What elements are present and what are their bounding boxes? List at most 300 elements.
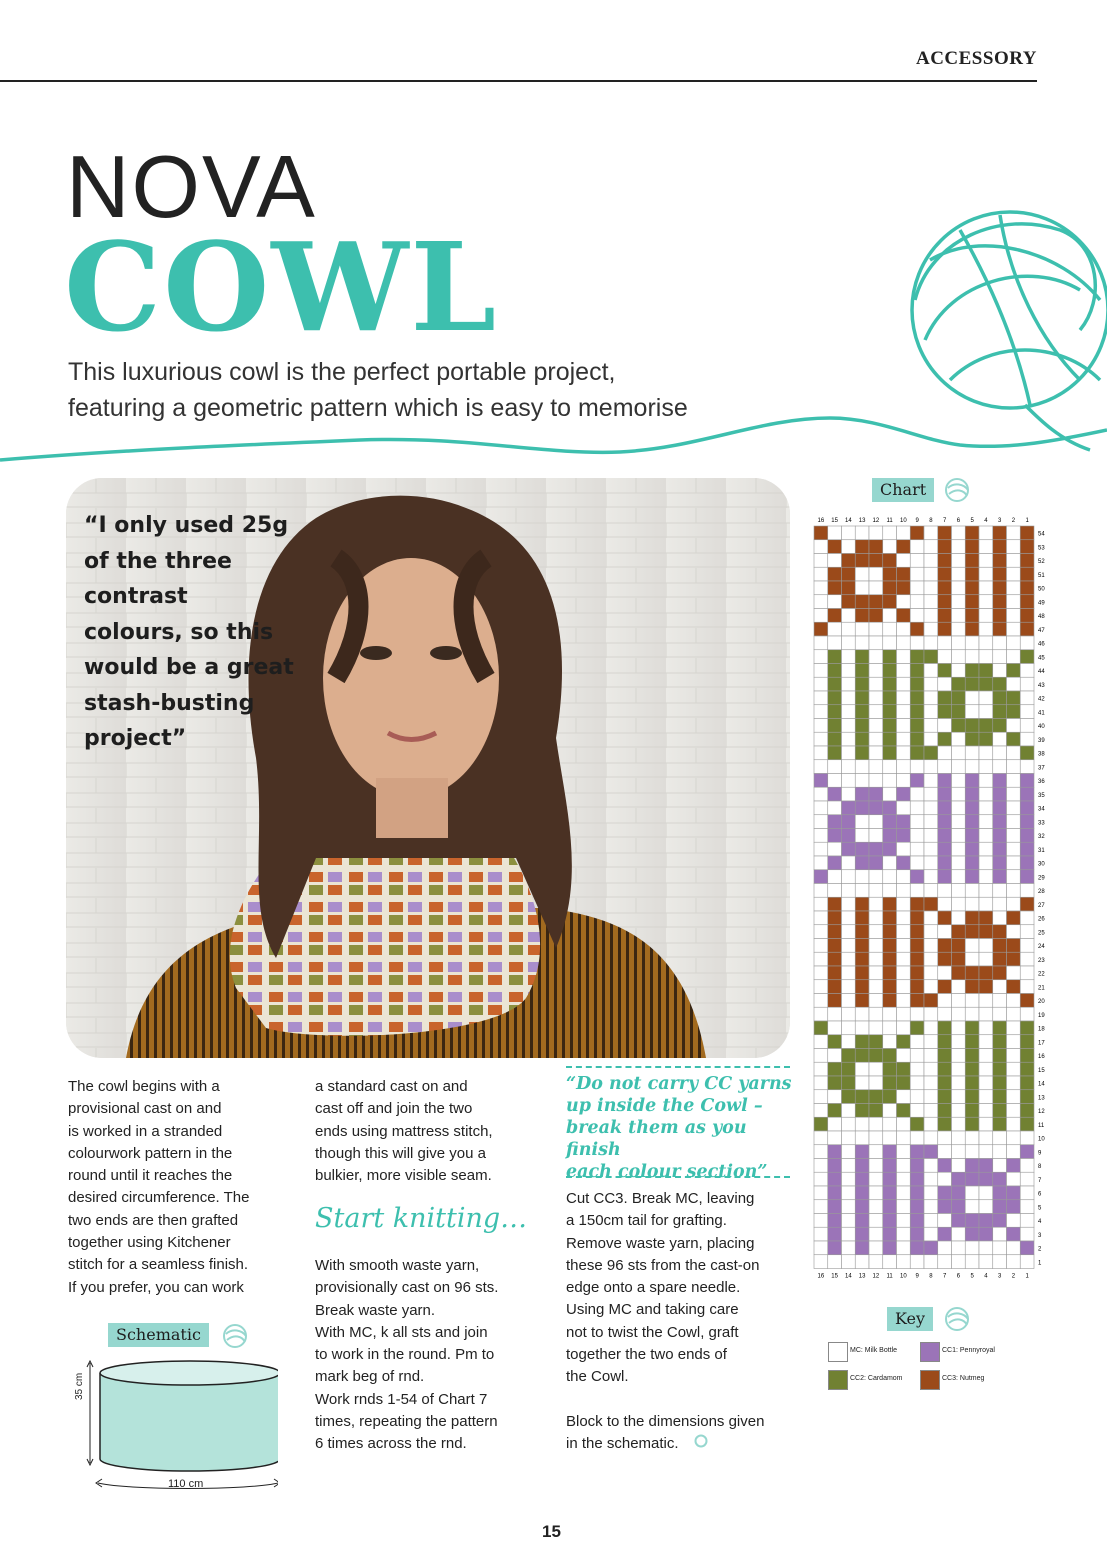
chart-cell xyxy=(910,1227,924,1241)
chart-cell xyxy=(924,1159,938,1173)
chart-cell xyxy=(883,650,897,664)
chart-cell xyxy=(938,980,952,994)
chart-cell xyxy=(897,1035,911,1049)
chart-cell xyxy=(910,1131,924,1145)
chart-cell xyxy=(1020,829,1034,843)
chart-cell xyxy=(1007,554,1021,568)
chart-cell xyxy=(952,732,966,746)
chart-cell xyxy=(855,746,869,760)
chart-cell xyxy=(910,719,924,733)
chart-cell xyxy=(993,540,1007,554)
chart-cell xyxy=(897,1021,911,1035)
chart-cell xyxy=(924,1200,938,1214)
chart-cell xyxy=(1007,719,1021,733)
chart-cell xyxy=(814,884,828,898)
chart-cell xyxy=(869,829,883,843)
chart-cell xyxy=(828,650,842,664)
chart-cell xyxy=(855,636,869,650)
chart-cell xyxy=(897,636,911,650)
chart-cell xyxy=(910,884,924,898)
chart-cell xyxy=(814,911,828,925)
chart-cell xyxy=(814,636,828,650)
chart-row-label: 15 xyxy=(1038,1067,1045,1074)
chart-cell xyxy=(1020,787,1034,801)
chart-cell xyxy=(910,829,924,843)
chart-cell xyxy=(938,664,952,678)
chart-cell xyxy=(1020,939,1034,953)
chart-cell xyxy=(910,650,924,664)
chart-cell xyxy=(1020,1131,1034,1145)
chart-cell xyxy=(883,911,897,925)
chart-cell xyxy=(910,746,924,760)
chart-cell xyxy=(965,815,979,829)
chart-cell xyxy=(855,526,869,540)
chart-cell xyxy=(897,622,911,636)
chart-cell xyxy=(1007,760,1021,774)
chart-cell xyxy=(993,1076,1007,1090)
chart-cell xyxy=(965,1241,979,1255)
chart-cell xyxy=(910,994,924,1008)
chart-cell xyxy=(828,691,842,705)
chart-cell xyxy=(842,939,856,953)
chart-cell xyxy=(965,1007,979,1021)
chart-cell xyxy=(814,939,828,953)
chart-cell xyxy=(869,774,883,788)
chart-cell xyxy=(842,842,856,856)
chart-cell xyxy=(883,1241,897,1255)
chart-cell xyxy=(814,952,828,966)
chart-cell xyxy=(993,581,1007,595)
chart-cell xyxy=(883,815,897,829)
chart-cell xyxy=(869,994,883,1008)
chart-cell xyxy=(855,1214,869,1228)
chart-cell xyxy=(938,787,952,801)
chart-cell xyxy=(938,1049,952,1063)
chart-cell xyxy=(910,925,924,939)
chart-cell xyxy=(924,1007,938,1021)
chart-cell xyxy=(938,677,952,691)
chart-cell xyxy=(938,1255,952,1269)
chart-cell xyxy=(952,581,966,595)
chart-cell xyxy=(855,650,869,664)
chart-cell xyxy=(924,1227,938,1241)
chart-cell xyxy=(965,1214,979,1228)
chart-row-label: 48 xyxy=(1038,614,1045,621)
chart-cell xyxy=(855,966,869,980)
chart-cell xyxy=(993,719,1007,733)
chart-cell xyxy=(855,664,869,678)
chart-cell xyxy=(842,1214,856,1228)
chart-cell xyxy=(910,774,924,788)
chart-cell xyxy=(897,870,911,884)
chart-cell xyxy=(924,1214,938,1228)
chart-cell xyxy=(1007,815,1021,829)
chart-cell xyxy=(883,925,897,939)
chart-row-label: 26 xyxy=(1038,916,1045,923)
chart-cell xyxy=(828,980,842,994)
chart-row-label: 2 xyxy=(1038,1246,1042,1253)
chart-cell xyxy=(1007,1076,1021,1090)
chart-col-label: 1 xyxy=(1025,518,1029,524)
chart-cell xyxy=(883,1104,897,1118)
chart-cell xyxy=(1007,884,1021,898)
chart-cell xyxy=(910,1049,924,1063)
chart-cell xyxy=(855,842,869,856)
chart-cell xyxy=(938,829,952,843)
chart-cell xyxy=(869,1076,883,1090)
chart-cell xyxy=(924,540,938,554)
chart-cell xyxy=(869,567,883,581)
chart-cell xyxy=(952,609,966,623)
chart-cell xyxy=(814,746,828,760)
chart-cell xyxy=(842,567,856,581)
chart-cell xyxy=(979,760,993,774)
chart-cell xyxy=(883,829,897,843)
chart-cell xyxy=(965,856,979,870)
chart-cell xyxy=(1020,925,1034,939)
chart-cell xyxy=(965,1186,979,1200)
chart-cell xyxy=(952,994,966,1008)
chart-cell xyxy=(965,760,979,774)
chart-cell xyxy=(924,774,938,788)
chart-cell xyxy=(979,1241,993,1255)
chart-cell xyxy=(855,870,869,884)
chart-cell xyxy=(828,966,842,980)
chart-cell xyxy=(897,760,911,774)
chart-cell xyxy=(814,581,828,595)
chart-cell xyxy=(965,677,979,691)
chart-cell xyxy=(1007,540,1021,554)
chart-cell xyxy=(897,705,911,719)
chart-cell xyxy=(924,677,938,691)
chart-cell xyxy=(814,1090,828,1104)
chart-cell xyxy=(993,1131,1007,1145)
chart-cell xyxy=(938,1076,952,1090)
chart-row-label: 20 xyxy=(1038,999,1045,1006)
chart-cell xyxy=(979,829,993,843)
yarn-ball-end-icon xyxy=(694,1434,708,1448)
chart-cell xyxy=(855,705,869,719)
chart-cell xyxy=(979,1090,993,1104)
chart-cell xyxy=(869,952,883,966)
chart-cell xyxy=(910,787,924,801)
chart-row-label: 18 xyxy=(1038,1026,1045,1033)
schematic-label: Schematic xyxy=(108,1323,209,1347)
chart-cell xyxy=(993,677,1007,691)
chart-cell xyxy=(869,1090,883,1104)
chart-cell xyxy=(828,1227,842,1241)
key-swatch-cc3 xyxy=(920,1370,940,1390)
chart-cell xyxy=(828,1104,842,1118)
chart-cell xyxy=(979,980,993,994)
chart-cell xyxy=(897,1241,911,1255)
chart-cell xyxy=(965,1131,979,1145)
chart-cell xyxy=(938,1090,952,1104)
chart-cell xyxy=(842,609,856,623)
chart-cell xyxy=(979,1117,993,1131)
chart-cell xyxy=(814,1104,828,1118)
chart-cell xyxy=(855,787,869,801)
chart-cell xyxy=(828,815,842,829)
chart-col-label: 7 xyxy=(942,1273,947,1280)
chart-cell xyxy=(869,1035,883,1049)
chart-cell xyxy=(993,1186,1007,1200)
chart-cell xyxy=(979,1007,993,1021)
chart-col-label: 4 xyxy=(984,518,988,524)
chart-cell xyxy=(828,1007,842,1021)
chart-cell xyxy=(938,1021,952,1035)
chart-cell xyxy=(952,1227,966,1241)
chart-cell xyxy=(883,1186,897,1200)
chart-cell xyxy=(910,966,924,980)
chart-cell xyxy=(965,870,979,884)
chart-cell xyxy=(1007,829,1021,843)
chart-cell xyxy=(828,1186,842,1200)
chart-cell xyxy=(1007,952,1021,966)
chart-cell xyxy=(897,966,911,980)
chart-cell xyxy=(938,911,952,925)
chart-col-label: 3 xyxy=(997,518,1002,524)
chart-cell xyxy=(897,609,911,623)
chart-cell xyxy=(883,1021,897,1035)
chart-cell xyxy=(979,746,993,760)
chart-col-label: 5 xyxy=(970,1273,974,1280)
chart-cell xyxy=(842,787,856,801)
chart-cell xyxy=(842,554,856,568)
chart-cell xyxy=(855,897,869,911)
chart-cell xyxy=(1007,966,1021,980)
chart-cell xyxy=(869,622,883,636)
chart-cell xyxy=(965,664,979,678)
chart-cell xyxy=(1007,994,1021,1008)
chart-cell xyxy=(842,705,856,719)
chart-cell xyxy=(952,1117,966,1131)
chart-cell xyxy=(979,1159,993,1173)
chart-cell xyxy=(828,1145,842,1159)
chart-cell xyxy=(814,966,828,980)
chart-cell xyxy=(952,1035,966,1049)
chart-cell xyxy=(855,829,869,843)
chart-cell xyxy=(828,787,842,801)
chart-row-label: 37 xyxy=(1038,765,1045,772)
chart-cell xyxy=(979,925,993,939)
chart-cell xyxy=(897,1200,911,1214)
chart-cell xyxy=(897,856,911,870)
chart-cell xyxy=(924,1145,938,1159)
chart-cell xyxy=(842,1104,856,1118)
chart-cell xyxy=(897,567,911,581)
chart-cell xyxy=(1020,1186,1034,1200)
chart-cell xyxy=(952,650,966,664)
chart-cell xyxy=(965,636,979,650)
chart-cell xyxy=(952,567,966,581)
chart-cell xyxy=(910,1214,924,1228)
chart-row-label: 5 xyxy=(1038,1205,1042,1212)
chart-cell xyxy=(828,677,842,691)
chart-cell xyxy=(814,567,828,581)
chart-cell xyxy=(869,581,883,595)
chart-cell xyxy=(938,1200,952,1214)
chart-cell xyxy=(993,1062,1007,1076)
chart-cell xyxy=(869,1172,883,1186)
chart-cell xyxy=(814,842,828,856)
chart-col-label: 11 xyxy=(886,1273,893,1280)
chart-cell xyxy=(883,595,897,609)
chart-col-label: 3 xyxy=(997,1273,1002,1280)
chart-cell xyxy=(814,554,828,568)
chart-cell xyxy=(842,1062,856,1076)
chart-cell xyxy=(938,884,952,898)
chart-cell xyxy=(938,1062,952,1076)
chart-cell xyxy=(869,911,883,925)
chart-cell xyxy=(897,1145,911,1159)
chart-cell xyxy=(1007,939,1021,953)
chart-cell xyxy=(938,870,952,884)
chart-cell xyxy=(993,732,1007,746)
chart-cell xyxy=(1020,870,1034,884)
chart-row-label: 27 xyxy=(1038,902,1045,909)
chart-cell xyxy=(952,787,966,801)
chart-cell xyxy=(993,815,1007,829)
chart-cell xyxy=(965,952,979,966)
chart-cell xyxy=(869,1104,883,1118)
chart-cell xyxy=(1007,705,1021,719)
chart-cell xyxy=(883,581,897,595)
chart-cell xyxy=(883,1117,897,1131)
chart-cell xyxy=(938,554,952,568)
chart-cell xyxy=(1007,732,1021,746)
chart-cell xyxy=(842,732,856,746)
chart-cell xyxy=(910,980,924,994)
chart-cell xyxy=(1020,1255,1034,1269)
chart-cell xyxy=(842,897,856,911)
chart-cell xyxy=(897,939,911,953)
chart-cell xyxy=(869,540,883,554)
chart-cell xyxy=(952,925,966,939)
chart-cell xyxy=(993,774,1007,788)
chart-cell xyxy=(979,609,993,623)
chart-cell xyxy=(965,829,979,843)
chart-row-label: 46 xyxy=(1038,641,1045,648)
chart-cell xyxy=(993,911,1007,925)
chart-cell xyxy=(965,650,979,664)
chart-cell xyxy=(965,1104,979,1118)
chart-cell xyxy=(828,1200,842,1214)
chart-cell xyxy=(938,760,952,774)
chart-cell xyxy=(1020,636,1034,650)
chart-cell xyxy=(993,939,1007,953)
chart-cell xyxy=(828,897,842,911)
chart-cell xyxy=(869,677,883,691)
chart-cell xyxy=(952,1186,966,1200)
chart-cell xyxy=(1020,677,1034,691)
chart-cell xyxy=(965,911,979,925)
chart-cell xyxy=(814,526,828,540)
chart-cell xyxy=(869,1062,883,1076)
chart-cell xyxy=(842,540,856,554)
chart-col-label: 8 xyxy=(929,518,933,524)
chart-cell xyxy=(814,925,828,939)
chart-cell xyxy=(952,1090,966,1104)
chart-cell xyxy=(993,1214,1007,1228)
chart-cell xyxy=(883,1200,897,1214)
chart-row-label: 40 xyxy=(1038,724,1045,731)
chart-cell xyxy=(842,856,856,870)
chart-cell xyxy=(924,622,938,636)
chart-cell xyxy=(869,925,883,939)
chart-cell xyxy=(1007,911,1021,925)
chart-cell xyxy=(910,581,924,595)
chart-cell xyxy=(993,1049,1007,1063)
chart-cell xyxy=(1007,1159,1021,1173)
chart-cell xyxy=(855,622,869,636)
chart-cell xyxy=(1020,664,1034,678)
chart-cell xyxy=(924,1186,938,1200)
chart-row-label: 54 xyxy=(1038,531,1045,538)
start-knitting-instructions: With smooth waste yarn, provisionally cast on 96 sts. Break waste yarn. With MC, k all sts and join to work in the round. Pm to mark beg of rnd. Work rnds 1-54 of Chart 7 times, repeating the pattern 6 times across the rnd. xyxy=(315,1257,499,1453)
chart-cell xyxy=(1020,1007,1034,1021)
chart-cell xyxy=(952,884,966,898)
chart-cell xyxy=(938,650,952,664)
chart-cell xyxy=(828,1062,842,1076)
chart-col-label: 15 xyxy=(831,1273,838,1280)
chart-cell xyxy=(979,1131,993,1145)
chart-cell xyxy=(965,746,979,760)
chart-cell xyxy=(883,994,897,1008)
chart-cell xyxy=(842,1076,856,1090)
chart-col-label: 6 xyxy=(956,1273,961,1280)
chart-cell xyxy=(965,994,979,1008)
chart-row-label: 53 xyxy=(1038,545,1045,552)
chart-cell xyxy=(938,925,952,939)
chart-cell xyxy=(952,1172,966,1186)
chart-cell xyxy=(883,801,897,815)
chart-cell xyxy=(924,815,938,829)
chart-cell xyxy=(952,705,966,719)
chart-cell xyxy=(1020,774,1034,788)
chart-cell xyxy=(897,1255,911,1269)
chart-cell xyxy=(855,1007,869,1021)
chart-cell xyxy=(979,1062,993,1076)
chart-cell xyxy=(1020,732,1034,746)
chart-cell xyxy=(842,1131,856,1145)
chart-cell xyxy=(1007,746,1021,760)
chart-cell xyxy=(1020,1076,1034,1090)
chart-cell xyxy=(938,526,952,540)
chart-row-label: 28 xyxy=(1038,889,1045,896)
chart-cell xyxy=(1007,1090,1021,1104)
chart-cell xyxy=(1007,870,1021,884)
chart-cell xyxy=(869,1214,883,1228)
chart-col-label: 14 xyxy=(845,518,852,524)
chart-cell xyxy=(842,636,856,650)
chart-cell xyxy=(897,1131,911,1145)
chart-row-label: 42 xyxy=(1038,696,1045,703)
key-label-cc3: CC3: Nutmeg xyxy=(942,1375,985,1382)
chart-cell xyxy=(1007,1214,1021,1228)
chart-row-label: 49 xyxy=(1038,600,1045,607)
chart-cell xyxy=(924,705,938,719)
chart-cell xyxy=(979,994,993,1008)
chart-cell xyxy=(897,1159,911,1173)
chart-cell xyxy=(952,980,966,994)
chart-cell xyxy=(883,1172,897,1186)
chart-cell xyxy=(842,691,856,705)
chart-cell xyxy=(828,1214,842,1228)
chart-cell xyxy=(842,884,856,898)
chart-cell xyxy=(910,677,924,691)
chart-cell xyxy=(855,1117,869,1131)
